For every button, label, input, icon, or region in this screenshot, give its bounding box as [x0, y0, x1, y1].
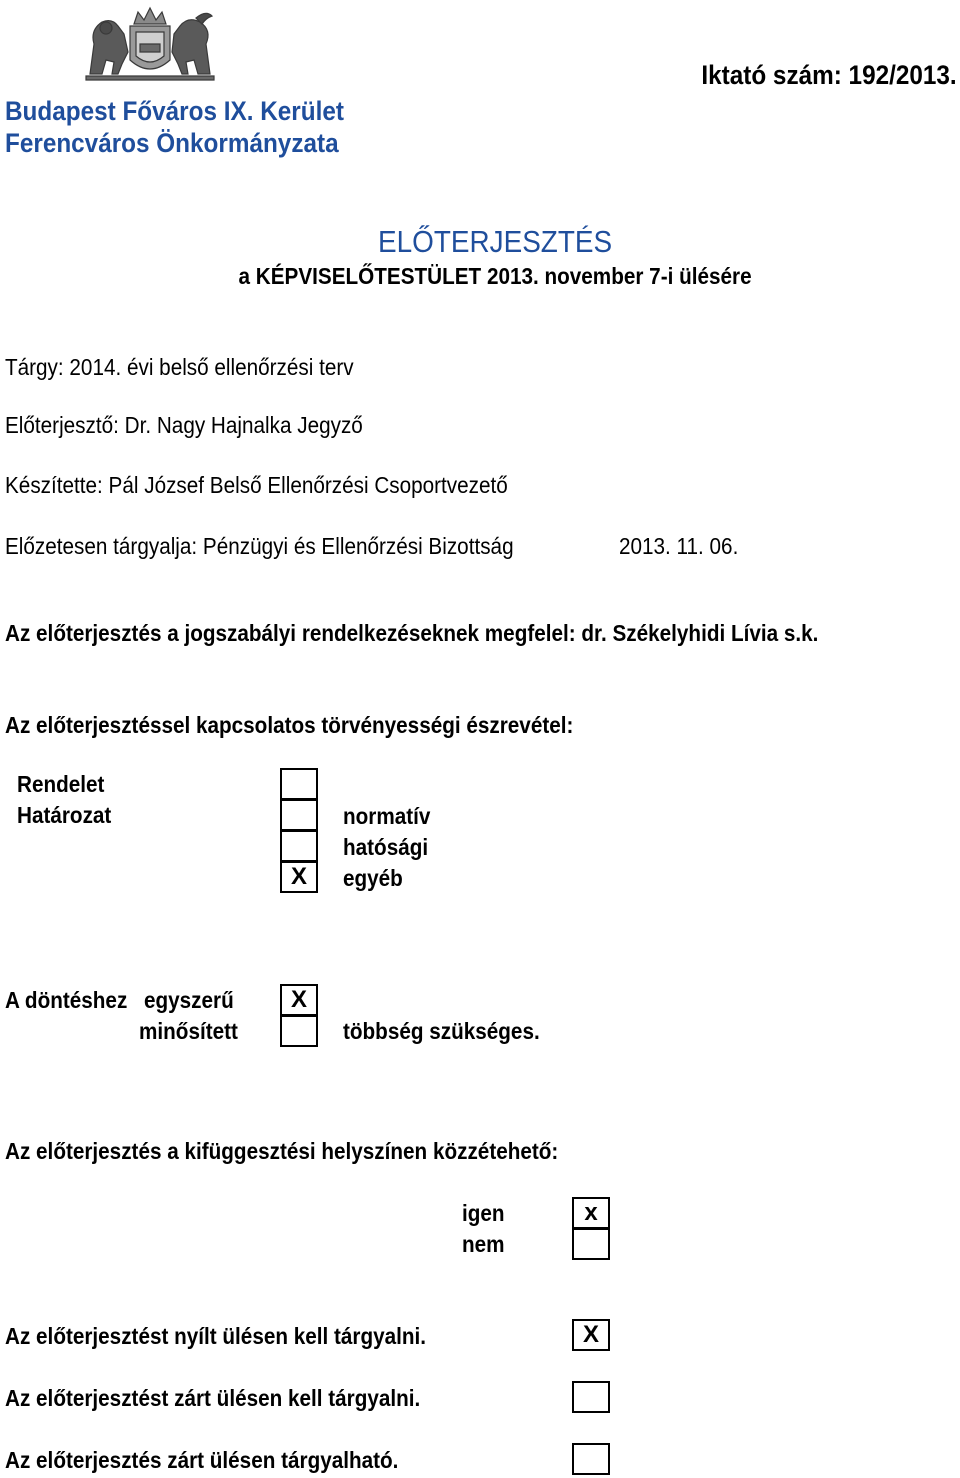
- checkbox-rendelet[interactable]: [280, 768, 318, 800]
- checkbox-session-closed[interactable]: [572, 1381, 610, 1413]
- org-name-line2: Ferencváros Önkormányzata: [5, 128, 339, 158]
- org-name-line1: Budapest Főváros IX. Kerület: [5, 96, 344, 126]
- reference-number: [702, 62, 957, 89]
- majority-suffix: többség szükséges.: [343, 1018, 540, 1044]
- decision-type-hatarozat: Határozat: [17, 802, 112, 828]
- subject-line: Tárgy: 2014. évi belső ellenőrzési terv: [5, 354, 354, 380]
- checkbox-hatosagi[interactable]: [280, 830, 318, 862]
- checkbox-session-open[interactable]: X: [572, 1319, 610, 1351]
- reference-number-text: Iktató szám: 192/2013.: [701, 60, 957, 90]
- legality-remark-line: Az előterjesztéssel kapcsolatos törvényességi észrevétel:: [5, 712, 574, 738]
- checkbox-qualified-majority[interactable]: [280, 1015, 318, 1047]
- checkbox-simple-majority[interactable]: X: [280, 984, 318, 1016]
- publication-yes-label: igen: [462, 1200, 505, 1226]
- document-subtitle-block: [0, 265, 960, 289]
- document-title: ELŐTERJESZTÉS: [377, 224, 613, 259]
- pre-discussion-date: 2013. 11. 06.: [619, 533, 739, 559]
- session-closed-possible-line: Az előterjesztés zárt ülésen tárgyalható.: [5, 1447, 399, 1473]
- majority-qualified-label: minősített: [139, 1018, 238, 1044]
- coat-of-arms-logo: [84, 4, 216, 82]
- label-hatosagi: hatósági: [343, 834, 429, 860]
- session-closed-line: Az előterjesztést zárt ülésen kell tárgyalni.: [5, 1385, 421, 1411]
- checkbox-publication-no[interactable]: [572, 1228, 610, 1260]
- publication-question: Az előterjesztés a kifüggesztési helyszínen közzétehető:: [5, 1138, 559, 1164]
- majority-simple-label: egyszerű: [144, 987, 234, 1013]
- decision-type-rendelet: Rendelet: [17, 771, 105, 797]
- label-egyeb: egyéb: [343, 865, 403, 891]
- majority-prefix: A döntéshez: [5, 987, 128, 1013]
- submitter-line: Előterjesztő: Dr. Nagy Hajnalka Jegyző: [5, 412, 363, 438]
- document-subtitle: a KÉPVISELŐTESTÜLET 2013. november 7-i ülésére: [238, 263, 752, 289]
- session-open-line: Az előterjesztést nyílt ülésen kell tárgyalni.: [5, 1323, 427, 1349]
- legal-compliance-line: Az előterjesztés a jogszabályi rendelkezéseknek megfelel: dr. Székelyhidi Lívia s.k.: [5, 620, 819, 646]
- checkbox-session-closed-possible[interactable]: [572, 1443, 610, 1475]
- checkbox-normativ[interactable]: [280, 799, 318, 831]
- checkbox-publication-yes[interactable]: x: [572, 1197, 610, 1229]
- checkbox-egyeb[interactable]: X: [280, 861, 318, 893]
- pre-discussion-line: Előzetesen tárgyalja: Pénzügyi és Ellenőrzési Bizottság: [5, 533, 514, 559]
- document-title-block: [0, 226, 960, 257]
- prepared-by-line: Készítette: Pál József Belső Ellenőrzési Csoportvezető: [5, 472, 508, 498]
- publication-no-label: nem: [462, 1231, 505, 1257]
- label-normativ: normatív: [343, 803, 431, 829]
